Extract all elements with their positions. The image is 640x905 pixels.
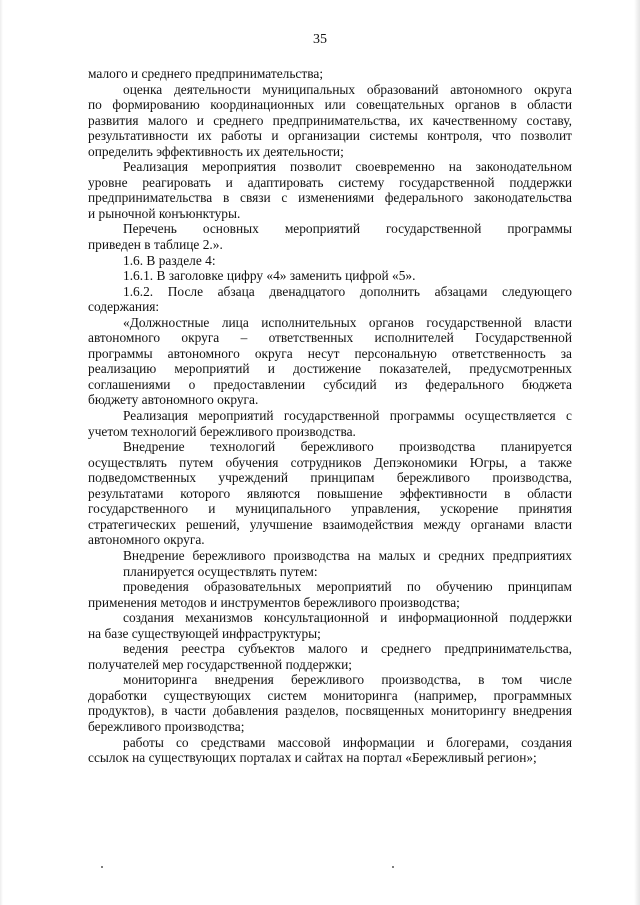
text-line: уровне реагировать и адаптировать систему государственной поддержки bbox=[88, 174, 572, 190]
text-line: ведения реестра субъектов малого и среднего предпринимательства, bbox=[123, 641, 572, 657]
text-line: Внедрение технологий бережливого производства планируется bbox=[123, 439, 572, 455]
text-line: создания механизмов консультационной и информационной поддержки bbox=[123, 610, 572, 626]
text-line: 1.6.2. После абзаца двенадцатого дополнить абзацами следующего bbox=[123, 283, 572, 299]
text-line: оценка деятельности муниципальных образований автономного округа bbox=[123, 81, 572, 97]
page-number: 35 bbox=[313, 32, 327, 47]
text-line: 1.6. В разделе 4: bbox=[123, 252, 216, 268]
text-line: подведомственных учреждений принципам бережливого производства, bbox=[88, 470, 572, 486]
text-line: по формированию координационных или совещательных органов в области bbox=[88, 97, 572, 113]
text-line: государственного и муниципального управления, ускорение принятия bbox=[88, 501, 572, 517]
text-line: соглашениями о предоставлении субсидий из федерального бюджета bbox=[88, 376, 572, 392]
text-line: «Должностные лица исполнительных органов государственной власти bbox=[123, 314, 572, 330]
text-line: развития малого и среднего предпринимательства, их качественному составу, bbox=[88, 112, 572, 128]
text-line: мониторинга внедрения бережливого производства, в том числе bbox=[123, 672, 572, 688]
text-line: работы со средствами массовой информации и блогерами, создания bbox=[123, 734, 572, 750]
text-line: Реализация мероприятий государственной программы осуществляется с bbox=[123, 408, 572, 424]
scan-speck bbox=[101, 866, 103, 868]
text-line: Реализация мероприятия позволит своевременно на законодательном bbox=[123, 159, 572, 175]
text-line: бережливого производства; bbox=[88, 718, 245, 734]
text-line: и рыночной конъюнктуры. bbox=[88, 205, 241, 221]
text-line: продуктов), в части добавления разделов, посвященных мониторингу внедрения bbox=[88, 703, 572, 719]
text-line: Перечень основных мероприятий государственной программы bbox=[123, 221, 572, 237]
text-line: учетом технологий бережливого производства. bbox=[88, 423, 356, 439]
scan-speck bbox=[392, 866, 394, 868]
text-line: осуществлять путем обучения сотрудников Депэкономики Югры, а также bbox=[88, 454, 572, 470]
text-line: на базе существующей инфраструктуры; bbox=[88, 625, 321, 641]
scan-right-edge bbox=[634, 0, 640, 905]
scan-left-edge bbox=[0, 0, 3, 905]
text-line: автономного округа. bbox=[88, 532, 205, 548]
text-line: доработки существующих систем мониторинга (например, программных bbox=[88, 687, 572, 703]
text-line: стратегических решений, улучшение взаимодействия между органами власти bbox=[88, 516, 572, 532]
text-line: 1.6.1. В заголовке цифру «4» заменить цифрой «5». bbox=[123, 268, 416, 284]
text-line: проведения образовательных мероприятий по обучению принципам bbox=[123, 579, 572, 595]
text-line: автономного округа – ответственных исполнителей Государственной bbox=[88, 330, 572, 346]
text-line: определить эффективность их деятельности; bbox=[88, 143, 344, 159]
text-line: содержания: bbox=[88, 299, 160, 315]
text-line: предпринимательства в связи с изменениями федерального законодательства bbox=[88, 190, 572, 206]
text-line: приведен в таблице 2.». bbox=[88, 237, 223, 253]
text-line: получателей мер государственной поддержки; bbox=[88, 656, 352, 672]
document-body bbox=[88, 66, 572, 766]
text-line: Внедрение бережливого производства на малых и средних предприятиях bbox=[123, 547, 572, 563]
text-line: ссылок на существующих порталах и сайтах на портал «Бережливый регион»; bbox=[88, 750, 537, 766]
text-line: малого и среднего предпринимательства; bbox=[88, 66, 324, 81]
text-line: результативности их работы и организации системы контроля, что позволит bbox=[88, 128, 572, 144]
text-line: бюджету автономного округа. bbox=[88, 392, 259, 408]
text-line: реализацию мероприятий и достижение показателей, предусмотренных bbox=[88, 361, 572, 377]
text-line: результатами которого являются повышение эффективности в области bbox=[88, 485, 572, 501]
text-line: применения методов и инструментов бережливого производства; bbox=[88, 594, 460, 610]
text-line: программы автономного округа несут персональную ответственность за bbox=[88, 345, 572, 361]
text-line: планируется осуществлять путем: bbox=[123, 563, 318, 579]
